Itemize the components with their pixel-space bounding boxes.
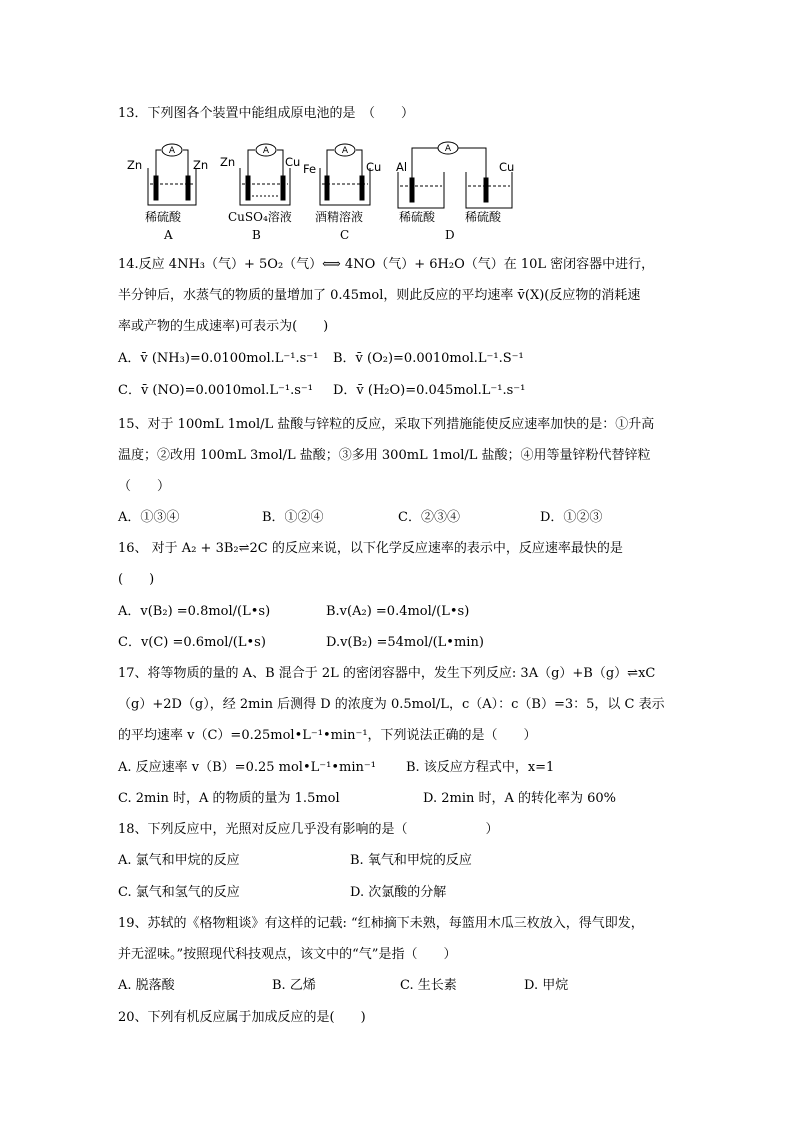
apparatus-a <box>148 150 196 205</box>
electrode-d-left: Al <box>396 160 408 174</box>
q16-option-c[interactable]: C．v(C) =0.6mol/(L•s) <box>118 635 266 650</box>
q15-line3: （ ） <box>118 479 171 494</box>
solution-b: CuSO₄溶液 <box>228 210 292 224</box>
q16-line1: 16、 对于 A₂ + 3B₂⇌2C 的反应来说，以下化学反应速率的表示中，反应速率最快的是 <box>118 541 623 556</box>
apparatus-b <box>240 150 290 205</box>
ammeter-b-label: A <box>262 146 270 156</box>
q14-line2: 半分钟后，水蒸气的物质的量增加了 0.45mol，则此反应的平均速率 v̄(X)(反应物的消耗速 <box>118 288 641 303</box>
solution-a: 稀硫酸 <box>145 210 182 224</box>
letter-a: A <box>164 228 173 242</box>
q18-option-b[interactable]: B. 氧气和甲烷的反应 <box>350 853 472 868</box>
q19-option-a[interactable]: A. 脱落酸 <box>118 978 175 993</box>
apparatus-d <box>398 148 515 208</box>
q14-option-b[interactable]: B．v̄ (O₂)=0.0010mol.L⁻¹.S⁻¹ <box>333 351 524 366</box>
q14-line1: 14.反应 4NH₃（气）+ 5O₂（气）⟺ 4NO（气）+ 6H₂O（气）在 10L 密闭容器中进行， <box>118 257 655 272</box>
q16-option-a[interactable]: A．v(B₂) =0.8mol/(L•s) <box>118 604 271 619</box>
q17-option-c[interactable]: C. 2min 时，A 的物质的量为 1.5mol <box>118 791 340 806</box>
apparatus-c <box>320 150 370 205</box>
electrode-b-right: Cu <box>285 155 301 169</box>
q13-stem: 13．下列图各个装置中能组成原电池的是 （ ） <box>118 106 415 121</box>
q16-line2: ( ) <box>118 572 155 587</box>
electrode-c-left: Fe <box>303 162 317 176</box>
q19-line2: 并无涩味。”按照现代科技观点，该文中的“气”是指（ ） <box>118 947 457 962</box>
electrode-c-right: Cu <box>366 160 382 174</box>
q14-option-a[interactable]: A．v̄ (NH₃)=0.0100mol.L⁻¹.s⁻¹ <box>118 351 319 366</box>
letter-c: C <box>340 228 350 242</box>
q17-line2: （g）+2D（g），经 2min 后测得 D 的浓度为 0.5mol/L，c（A）：c（B）=3：5，以 C 表示 <box>118 697 665 712</box>
q18-line1: 18、下列反应中，光照对反应几乎没有影响的是（ ） <box>118 822 499 837</box>
electrode-a-left: Zn <box>127 158 143 172</box>
q17-option-d[interactable]: D. 2min 时，A 的转化率为 60% <box>423 791 617 806</box>
q15-option-a[interactable]: A．①③④ <box>118 510 180 525</box>
letter-d: D <box>445 228 455 242</box>
ammeter-a-label: A <box>168 146 176 156</box>
letter-b: B <box>252 228 261 242</box>
q19-option-d[interactable]: D. 甲烷 <box>524 978 569 993</box>
q19-line1: 19、苏轼的《格物粗谈》有这样的记载: “红柿摘下未熟，每篮用木瓜三枚放入，得气即发， <box>118 916 644 931</box>
electrode-d-right: Cu <box>499 160 515 174</box>
ammeter-c-label: A <box>341 146 349 156</box>
q15-line2: 温度；②改用 100mL 3mol/L 盐酸；③多用 300mL 1mol/L 盐酸；④用等量锌粉代替锌粒 <box>118 448 651 463</box>
q16-option-b[interactable]: B.v(A₂) =0.4mol/(L•s) <box>326 604 470 619</box>
q17-line1: 17、将等物质的量的 A、B 混合于 2L 的密闭容器中，发生下列反应: 3A（g）+B（g）⇌xC <box>118 666 656 681</box>
q14-option-d[interactable]: D．v̄ (H₂O)=0.045mol.L⁻¹.s⁻¹ <box>333 383 526 398</box>
solution-d-left: 稀硫酸 <box>399 210 436 224</box>
q16-option-d[interactable]: D.v(B₂) =54mol/(L•min) <box>326 635 484 650</box>
q20-line1: 20、下列有机反应属于加成反应的是( ) <box>118 1010 366 1025</box>
q14-line3: 率或产物的生成速率)可表示为( ) <box>118 319 329 334</box>
q17-option-a[interactable]: A. 反应速率 v（B）=0.25 mol•L⁻¹•min⁻¹ <box>118 760 376 775</box>
q18-option-d[interactable]: D. 次氯酸的分解 <box>350 885 447 900</box>
electrode-a-right: Zn <box>193 158 209 172</box>
q17-option-b[interactable]: B. 该反应方程式中，x=1 <box>406 760 555 775</box>
q15-option-c[interactable]: C．②③④ <box>398 510 460 525</box>
q19-option-b[interactable]: B. 乙烯 <box>272 978 316 993</box>
solution-c: 酒精溶液 <box>315 210 364 224</box>
q15-line1: 15、对于 100mL 1mol/L 盐酸与锌粒的反应，采取下列措施能使反应速率加快的是：①升高 <box>118 417 655 432</box>
q15-option-b[interactable]: B．①②④ <box>262 510 324 525</box>
electrode-b-left: Zn <box>220 155 236 169</box>
q17-line3: 的平均速率 v（C）=0.25mol•L⁻¹•min⁻¹，下列说法正确的是（ ） <box>118 728 537 743</box>
q18-option-c[interactable]: C. 氯气和氢气的反应 <box>118 885 240 900</box>
solution-d-right: 稀硫酸 <box>465 210 502 224</box>
q15-option-d[interactable]: D．①②③ <box>540 510 603 525</box>
q19-option-c[interactable]: C. 生长素 <box>400 978 457 993</box>
q14-option-c[interactable]: C．v̄ (NO)=0.0010mol.L⁻¹.s⁻¹ <box>118 383 314 398</box>
q18-option-a[interactable]: A. 氯气和甲烷的反应 <box>118 853 240 868</box>
ammeter-d-label: A <box>444 144 452 154</box>
